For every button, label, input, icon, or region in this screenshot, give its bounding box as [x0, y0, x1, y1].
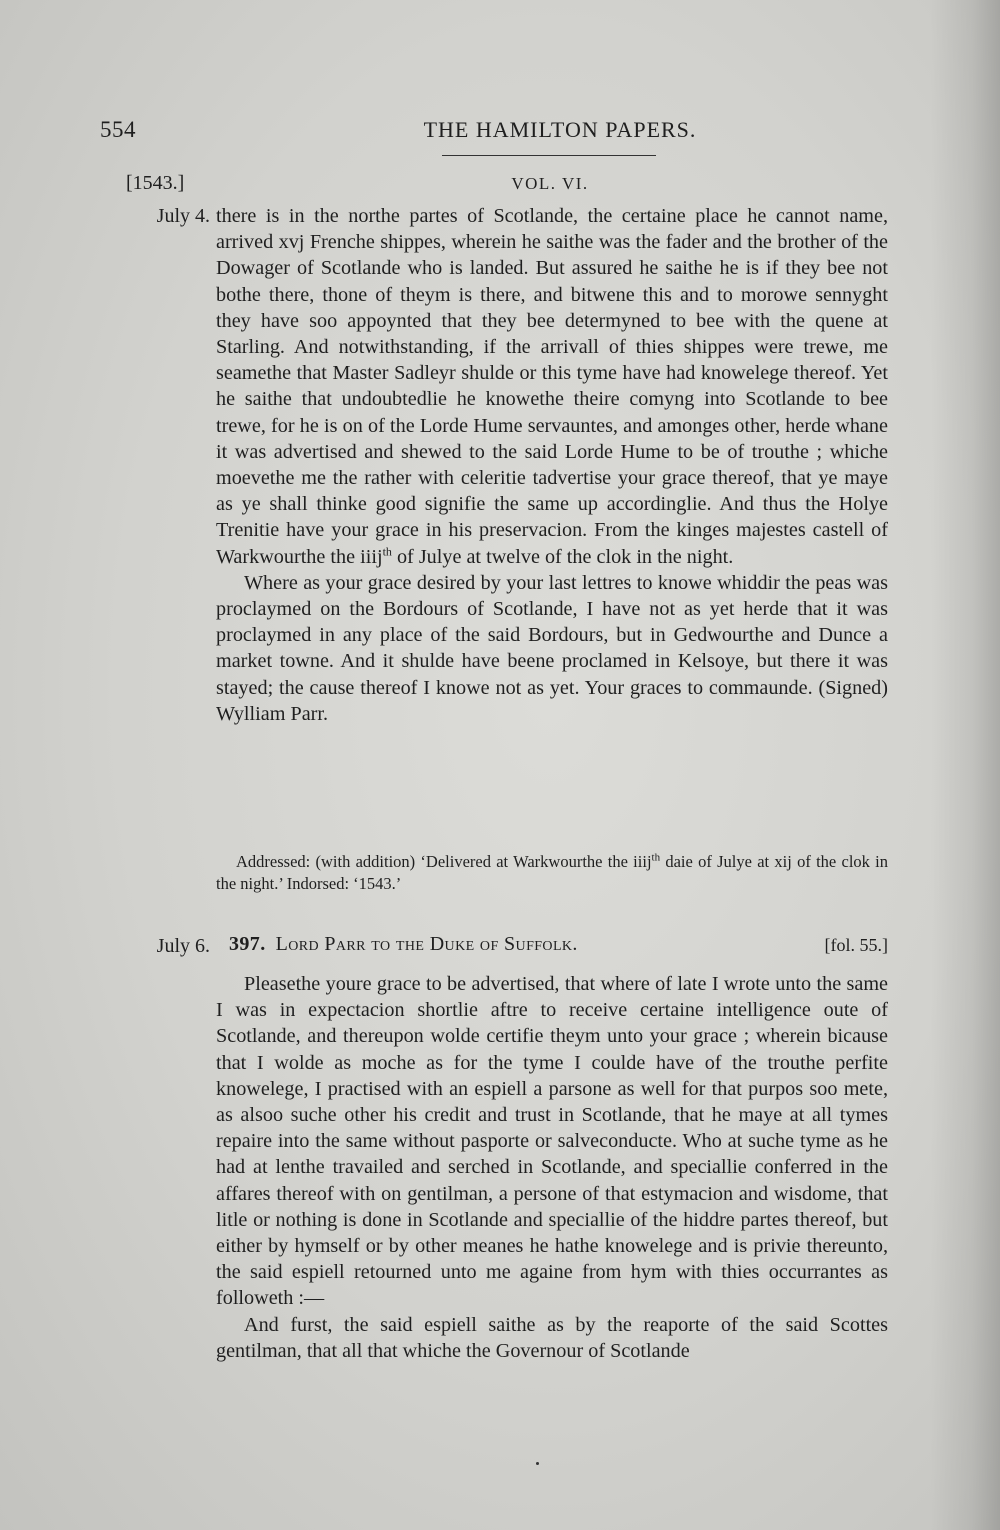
margin-date-july-4: July 4. [156, 205, 210, 227]
note-text-part: daie of Julye at xij of the clok in the night.’ Indorsed: ‘1543.’ [216, 852, 889, 893]
address-note [216, 851, 888, 895]
header-rule [442, 155, 656, 156]
entry-number: 397. [229, 933, 266, 955]
year-bracket: [1543.] [126, 172, 185, 194]
page-edge-shadow [930, 0, 1000, 1530]
letter-continuation [216, 203, 888, 727]
paragraph: Where as your grace desired by your last lettres to knowe whiddir the peas was proclaymed on the Bordours of Scotlande, I have not as yet herde that it was proclaymed in any place of the said Bordours, but in Gedwourthe and Dunce a market towne. And it shulde have beene proclamed in Kelsoye, but there it was stayed; the cause thereof I knowe not as yet. Your graces to commaunde. (Signed) Wylliam Parr. [216, 571, 888, 725]
margin-date-july-6: July 6. [156, 935, 210, 957]
running-head: THE HAMILTON PAPERS. [423, 117, 697, 142]
page-number: 554 [100, 117, 136, 142]
note-text [216, 851, 888, 895]
volume-label: VOL. VI. [511, 174, 589, 193]
paragraph-text: there is in the northe partes of Scotlande, the certaine place he cannot name, arrived xvj Frenche shippes, wherein he saithe was the fader and the brother of the Dowager of Scotlande who is landed. But assured he saithe he is if they bee not bothe there, thone of theym is there, and bitwene this and to morowe sennyght they have soo appoynted that they bee determyned to bee with the quene at Starling. And notwithstanding, if the arrivall of thies shippes were trewe, me seamethe that Master Sadleyr shulde or this tyme have had knowelege thereof. Yet he saithe that undoubtedlie he knowethe theire comyng into Scotlande to bee trewe, for he is on of the Lorde Hume servauntes, and amonges other, herde whane it was advertised and shewed to the said Lorde Hume to be of trouthe ; whiche moevethe me the rather with celeritie tadvertise your grace thereof, that ye maye as ye shall thinke good signifie the same up accordinglie. And thus the Holye Trenitie have your grace in his preservacion. From the kinges majestes castell of Warkwourthe the iiij [216, 205, 888, 568]
folio-reference: [fol. 55.] [824, 935, 888, 955]
superscript: th [651, 851, 661, 864]
note-text-part: Addressed: (with addition) ‘Delivered at Warkwourthe the iiij [236, 852, 652, 871]
paragraph [216, 203, 888, 570]
entry-title: Lord Parr to the Duke of Suffolk. [275, 933, 578, 955]
superscript: th [382, 543, 392, 558]
letter-body [216, 971, 888, 1364]
paragraph-text-end: of Julye at twelve of the clok in the night. [391, 545, 734, 568]
ink-speck [536, 1462, 539, 1465]
paragraph: And furst, the said espiell saithe as by the reaporte of the said Scottes gentilman, that all that whiche the Governour of Scotlande [216, 1313, 888, 1362]
entry-heading [229, 933, 578, 956]
paragraph: Pleasethe youre grace to be advertised, that where of late I wrote unto the same I was in expectacion shortlie aftre to receive certaine intelligence oute of Scotlande, and thereupon wolde certifie theym unto your grace ; wherein bicause that I wolde as moche as for the tyme I coulde have of the trouthe perfite knowelege, I practised with an espiell a parsone as well for that purpos soo mete, as alsoo suche other his credit and trust in Scotlande, that he maye at all tymes repaire into the same without pasporte or salveconducte. Who at suche tyme as he had at lenthe travailed and serched in Scotlande, and speciallie conferred in the affares thereof with on gentilman, a persone of that estymacion and wisdome, that litle or nothing is done in Scotlande and speciallie of the hiddre partes thereof, but either by hymself or by other meanes he hathe knowelege and is privie thereunto, the said espiell retourned unto me againe from hym with thies occurrantes as followeth :— [216, 973, 888, 1310]
